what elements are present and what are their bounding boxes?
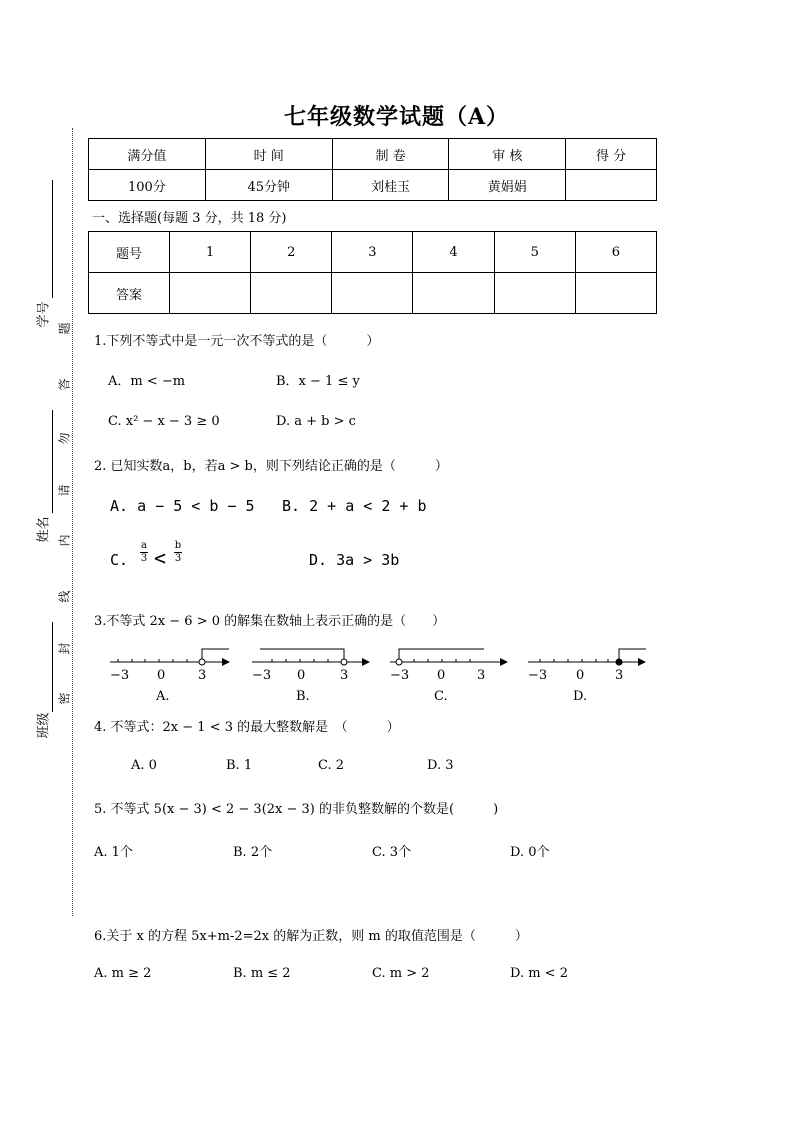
score-cell[interactable] xyxy=(566,170,657,201)
number-cell: 1 xyxy=(170,232,251,273)
q3-option-b: B. xyxy=(296,689,310,704)
number-cell: 4 xyxy=(413,232,494,273)
seal-char: 题 xyxy=(57,322,72,335)
q2-option-c-prefix: C. xyxy=(110,551,129,569)
tick-label: −3 xyxy=(390,668,410,683)
q1-option-a: A．m < −m xyxy=(108,374,186,389)
value-cell: 100分 xyxy=(89,170,206,201)
seal-char: 封 xyxy=(57,642,72,655)
q2-frac-num: a xyxy=(141,540,147,551)
q5-option-d: D. 0个 xyxy=(510,845,550,860)
section-heading: 一、选择题(每题 3 分，共 18 分) xyxy=(92,211,287,226)
value-cell: 45分钟 xyxy=(205,170,332,201)
banji-label: 班级 xyxy=(36,712,52,739)
q4-option-d: D. 3 xyxy=(427,758,454,773)
binding-dotted-line xyxy=(72,128,73,916)
number-cell: 3 xyxy=(332,232,413,273)
number-line-c xyxy=(390,649,508,666)
q2-option-d: D. 3a > 3b xyxy=(309,551,400,569)
q6-option-a: A. m ≥ 2 xyxy=(94,966,152,981)
answer-cell[interactable] xyxy=(251,273,332,314)
seal-char: 勿 xyxy=(57,432,72,445)
q3-option-a: A. xyxy=(156,689,170,704)
q5-stem: 5. 不等式 5(x − 3) < 2 − 3(2x − 3) 的非负整数解的个数是( ) xyxy=(94,802,499,817)
header-cell: 审 核 xyxy=(449,139,566,170)
q1-option-d: D. a + b > c xyxy=(276,414,356,429)
answer-input-row xyxy=(89,273,657,314)
q1-stem: 1.下列不等式中是一元一次不等式的是（ ） xyxy=(94,334,380,349)
q3-option-c: C. xyxy=(434,689,448,704)
tick-label: 3 xyxy=(615,668,624,683)
info-table xyxy=(88,138,657,201)
info-value-row xyxy=(89,170,657,201)
q2-frac-den: 3 xyxy=(174,553,182,564)
q4-stem: 4. 不等式：2x − 1 < 3 的最大整数解是 （ ） xyxy=(94,720,400,735)
q3-stem: 3.不等式 2x − 6 > 0 的解集在数轴上表示正确的是（ ） xyxy=(94,614,446,629)
number-cell: 2 xyxy=(251,232,332,273)
q2-option-b: B. 2 + a < 2 + b xyxy=(282,497,427,515)
header-cell: 得 分 xyxy=(566,139,657,170)
header-cell: 满分值 xyxy=(89,139,206,170)
q2-option-a: A. a − 5 < b − 5 xyxy=(110,497,255,515)
q3-option-d: D. xyxy=(573,689,588,704)
xuehao-line xyxy=(52,180,53,298)
q4-option-a: A. 0 xyxy=(131,758,157,773)
tick-label: 0 xyxy=(157,668,166,683)
tick-label: 0 xyxy=(437,668,446,683)
xingming-line xyxy=(52,410,53,513)
value-cell: 刘桂玉 xyxy=(332,170,449,201)
tick-label: 3 xyxy=(340,668,349,683)
tick-label: 3 xyxy=(198,668,207,683)
q2-fraction-a xyxy=(140,540,148,565)
q4-option-c: C. 2 xyxy=(318,758,345,773)
q6-stem: 6.关于 x 的方程 5x+m-2=2x 的解为正数，则 m 的取值范围是（ ） xyxy=(94,929,528,944)
answer-cell[interactable] xyxy=(332,273,413,314)
q5-option-b: B. 2个 xyxy=(233,845,273,860)
answer-cell[interactable] xyxy=(575,273,656,314)
q1-option-b: B．x − 1 ≤ y xyxy=(276,374,360,389)
q2-fraction-b xyxy=(174,540,182,565)
value-cell: 黄娟娟 xyxy=(449,170,566,201)
seal-char: 密 xyxy=(57,692,72,705)
tick-label: −3 xyxy=(110,668,130,683)
banji-line xyxy=(52,622,53,712)
q2-frac-num: b xyxy=(174,540,182,551)
seal-char: 请 xyxy=(57,484,72,497)
q2-stem: 2. 已知实数a，b，若a > b，则下列结论正确的是（ ） xyxy=(94,459,448,474)
xingming-label: 姓名 xyxy=(36,516,52,543)
header-cell: 时 间 xyxy=(205,139,332,170)
xuehao-label: 学号 xyxy=(36,301,52,328)
seal-char: 答 xyxy=(57,378,72,391)
answer-cell[interactable] xyxy=(170,273,251,314)
tick-label: −3 xyxy=(528,668,548,683)
answer-cell[interactable] xyxy=(494,273,575,314)
q4-option-b: B. 1 xyxy=(226,758,253,773)
number-cell: 6 xyxy=(575,232,656,273)
page-title: 七年级数学试题（A） xyxy=(283,104,510,130)
answer-number-row xyxy=(89,232,657,273)
number-line-b xyxy=(252,649,370,666)
q2-frac-den: 3 xyxy=(140,553,148,564)
q6-option-b: B. m ≤ 2 xyxy=(233,966,291,981)
q6-option-c: C. m > 2 xyxy=(372,966,430,981)
q6-option-d: D. m < 2 xyxy=(510,966,568,981)
row-label: 答案 xyxy=(89,273,170,314)
tick-label: 0 xyxy=(297,668,306,683)
tick-label: −3 xyxy=(252,668,272,683)
tick-label: 3 xyxy=(477,668,486,683)
answer-cell[interactable] xyxy=(413,273,494,314)
q1-option-c: C. x² − x − 3 ≥ 0 xyxy=(108,414,220,429)
q2-frac-op: < xyxy=(154,546,167,570)
tick-label: 0 xyxy=(576,668,585,683)
header-cell: 制 卷 xyxy=(332,139,449,170)
answer-table xyxy=(88,231,657,314)
seal-char: 内 xyxy=(57,534,72,547)
info-header-row xyxy=(89,139,657,170)
q5-option-c: C. 3个 xyxy=(372,845,412,860)
number-line-d xyxy=(528,649,646,666)
seal-char: 线 xyxy=(57,590,72,603)
number-line-a xyxy=(110,649,230,666)
q5-option-a: A. 1个 xyxy=(94,845,133,860)
number-cell: 5 xyxy=(494,232,575,273)
row-label: 题号 xyxy=(89,232,170,273)
